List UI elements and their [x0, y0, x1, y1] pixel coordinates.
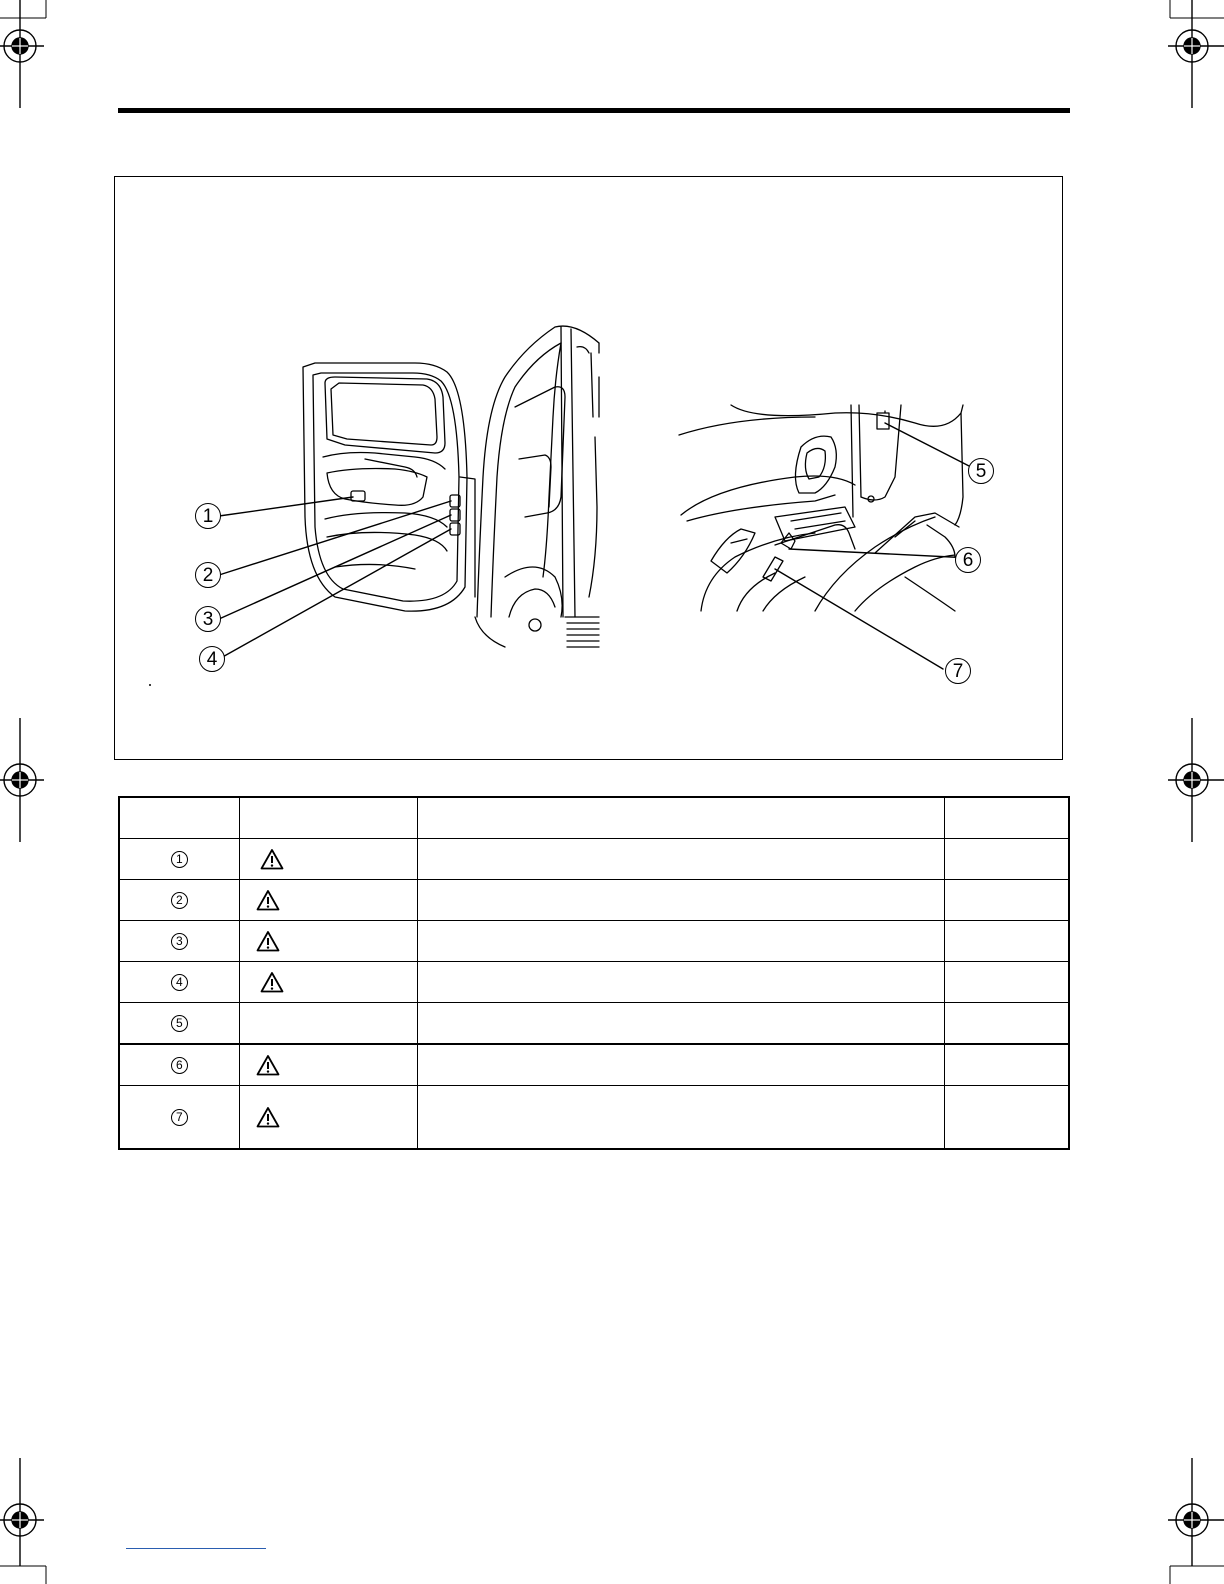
step-illustration	[679, 405, 963, 611]
callout-7: 7	[945, 658, 971, 684]
table-row	[119, 1044, 1069, 1086]
row-number: 5	[171, 1015, 188, 1032]
table-row	[119, 1086, 1069, 1150]
label-table	[118, 796, 1070, 1150]
label-location-figure	[114, 176, 1063, 760]
header-description	[417, 797, 945, 839]
row-number: 6	[171, 1057, 188, 1074]
row-description	[417, 1044, 945, 1086]
warning-triangle-icon	[260, 971, 284, 993]
row-number: 4	[171, 974, 188, 991]
callout-1: 1	[195, 503, 221, 529]
row-description	[417, 1086, 945, 1150]
row-description	[417, 839, 945, 880]
table-header-row	[119, 797, 1069, 839]
table-row	[119, 1003, 1069, 1045]
row-page	[945, 962, 1069, 1003]
warning-triangle-icon	[256, 889, 280, 911]
row-page	[945, 880, 1069, 921]
callout-5: 5	[968, 458, 994, 484]
table-row	[119, 921, 1069, 962]
table-row	[119, 962, 1069, 1003]
footer-link-underline	[126, 1548, 266, 1549]
warning-triangle-icon	[256, 1106, 280, 1128]
row-description	[417, 1003, 945, 1045]
warning-triangle-icon	[256, 1054, 280, 1076]
cab-body-illustration	[475, 326, 599, 647]
row-description	[417, 880, 945, 921]
warning-triangle-icon	[256, 930, 280, 952]
row-number: 2	[171, 892, 188, 909]
row-symbol-empty	[239, 1003, 417, 1045]
callout-2: 2	[195, 562, 221, 588]
row-description	[417, 921, 945, 962]
row-page	[945, 1086, 1069, 1150]
header-page	[945, 797, 1069, 839]
vehicle-illustration	[115, 177, 1064, 761]
header-rule	[118, 108, 1070, 113]
leader-lines-right	[775, 423, 971, 669]
callout-3: 3	[195, 606, 221, 632]
header-no	[119, 797, 239, 839]
warning-triangle-icon	[260, 848, 284, 870]
row-description	[417, 962, 945, 1003]
row-page	[945, 1003, 1069, 1045]
callout-6: 6	[955, 547, 981, 573]
header-symbol	[239, 797, 417, 839]
door-illustration	[303, 363, 475, 611]
callout-4: 4	[199, 646, 225, 672]
table-row	[119, 839, 1069, 880]
row-page	[945, 921, 1069, 962]
row-number: 7	[171, 1109, 188, 1126]
row-number: 3	[171, 933, 188, 950]
row-page	[945, 1044, 1069, 1086]
row-number: 1	[171, 851, 188, 868]
leader-lines-left	[219, 497, 451, 659]
table-row	[119, 880, 1069, 921]
row-page	[945, 839, 1069, 880]
